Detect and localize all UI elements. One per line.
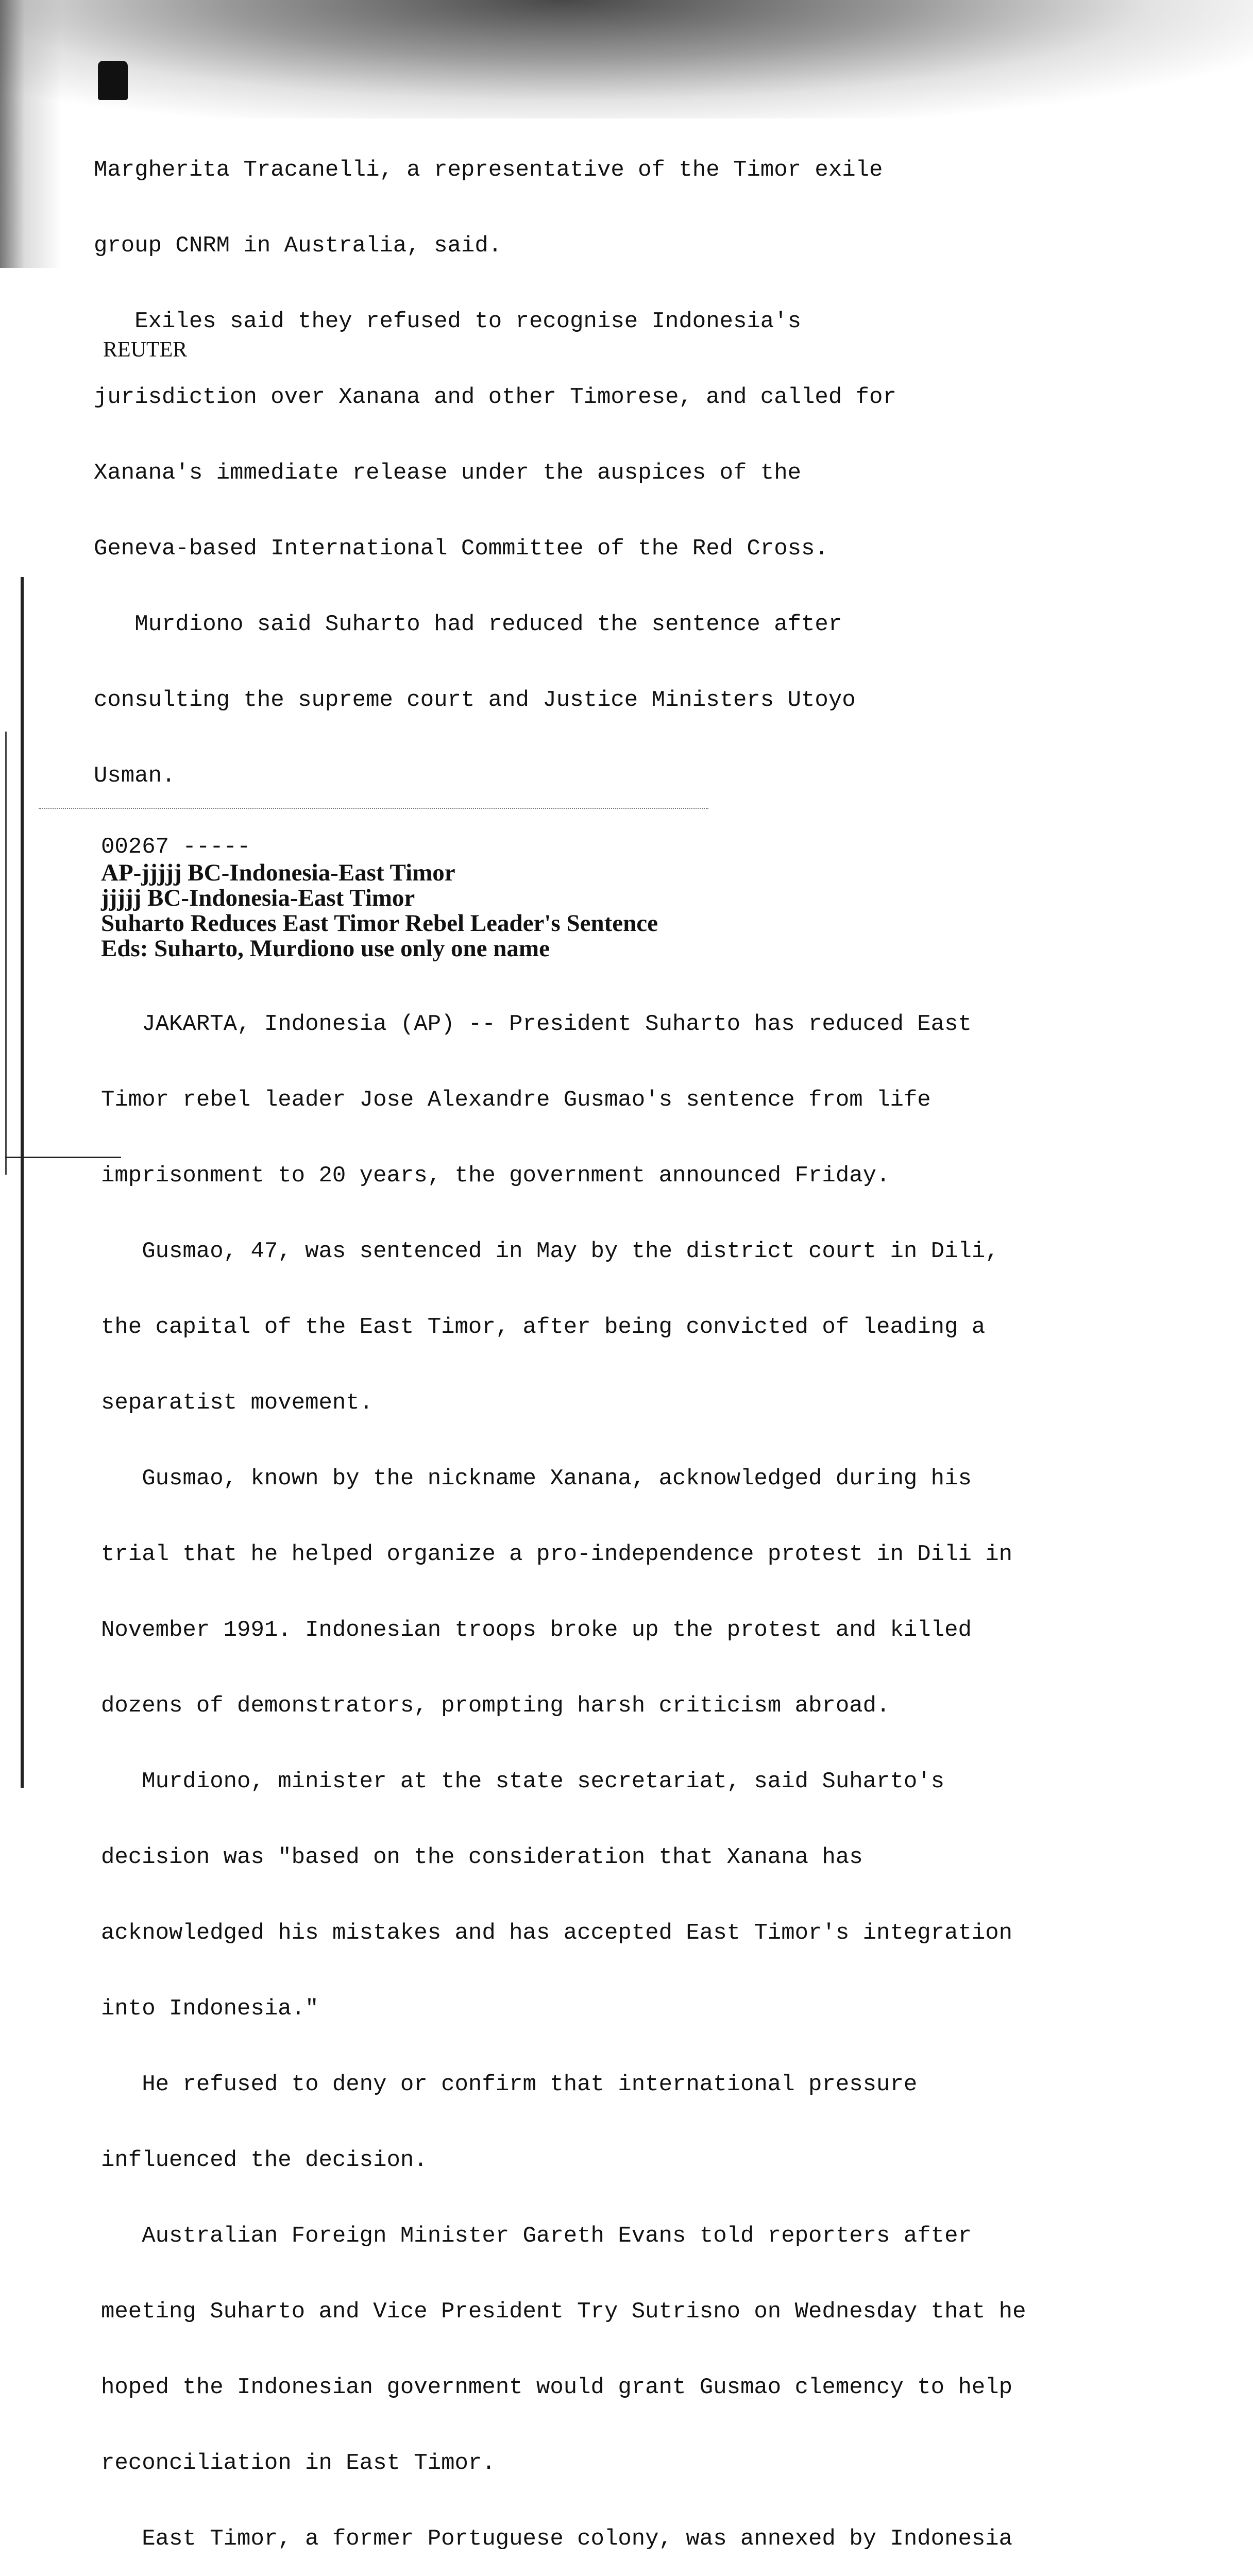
slug-ap: AP-jjjjj BC-Indonesia-East Timor (101, 859, 455, 886)
slug-plain: jjjjj BC-Indonesia-East Timor (101, 885, 415, 911)
text-line: Murdiono said Suharto had reduced the sentence after (94, 612, 842, 637)
text-line: Timor rebel leader Jose Alexandre Gusmao's sentence from life (101, 1087, 931, 1113)
text-line: separatist movement. (101, 1390, 374, 1416)
scan-edge-left (21, 577, 24, 1788)
text-line: Gusmao, 47, was sentenced in May by the district court in Dili, (101, 1239, 999, 1264)
text-line: Murdiono, minister at the state secretariat, said Suharto's (101, 1769, 945, 1794)
text-line: Usman. (94, 763, 176, 789)
text-line: Australian Foreign Minister Gareth Evans told reporters after (101, 2223, 972, 2249)
text-line: He refused to deny or confirm that international pressure (101, 2072, 918, 2097)
text-line: Gusmao, known by the nickname Xanana, acknowledged during his (101, 1466, 972, 1492)
text-line: reconciliation in East Timor. (101, 2450, 496, 2476)
text-line: imprisonment to 20 years, the government announced Friday. (101, 1163, 890, 1189)
text-line: dozens of demonstrators, prompting harsh criticism abroad. (101, 1693, 890, 1719)
editors-note: Eds: Suharto, Murdiono use only one name (101, 935, 550, 962)
text-line: decision was "based on the consideration that Xanana has (101, 1844, 863, 1870)
reuter-tag: REUTER (103, 338, 188, 362)
story-id: 00267 ----- (101, 834, 251, 860)
text-line: into Indonesia." (101, 1996, 319, 2022)
text-line: November 1991. Indonesian troops broke up the protest and killed (101, 1617, 972, 1643)
text-line: Xanana's immediate release under the auspices of the (94, 460, 802, 486)
text-line: influenced the decision. (101, 2147, 428, 2173)
text-line: jurisdiction over Xanana and other Timorese, and called for (94, 384, 896, 410)
text-line: consulting the supreme court and Justice Ministers Utoyo (94, 687, 856, 713)
text-line: the capital of the East Timor, after being convicted of leading a (101, 1314, 986, 1340)
text-line: group CNRM in Australia, said. (94, 233, 502, 259)
text-line: Exiles said they refused to recognise Indonesia's (94, 309, 802, 334)
printed-mark (98, 61, 128, 100)
article-body (101, 961, 1026, 2576)
top-paragraph (94, 107, 896, 814)
text-line: Margherita Tracanelli, a representative of the Timor exile (94, 157, 883, 183)
text-line: meeting Suharto and Vice President Try Sutrisno on Wednesday that he (101, 2299, 1026, 2325)
text-line: JAKARTA, Indonesia (AP) -- President Suharto has reduced East (101, 1011, 972, 1037)
text-line: acknowledged his mistakes and has accepted East Timor's integration (101, 1920, 1013, 1946)
text-line: trial that he helped organize a pro-independence protest in Dili in (101, 1541, 1013, 1567)
text-line: East Timor, a former Portuguese colony, was annexed by Indonesia (101, 2526, 1013, 2552)
scan-shadow-top (0, 0, 1253, 118)
headline: Suharto Reduces East Timor Rebel Leader's Sentence (101, 910, 658, 937)
scan-edge-left-thin (5, 732, 7, 1175)
scan-shadow-left (0, 0, 62, 268)
text-line: Geneva-based International Committee of the Red Cross. (94, 536, 828, 562)
text-line: hoped the Indonesian government would grant Gusmao clemency to help (101, 2375, 1013, 2400)
